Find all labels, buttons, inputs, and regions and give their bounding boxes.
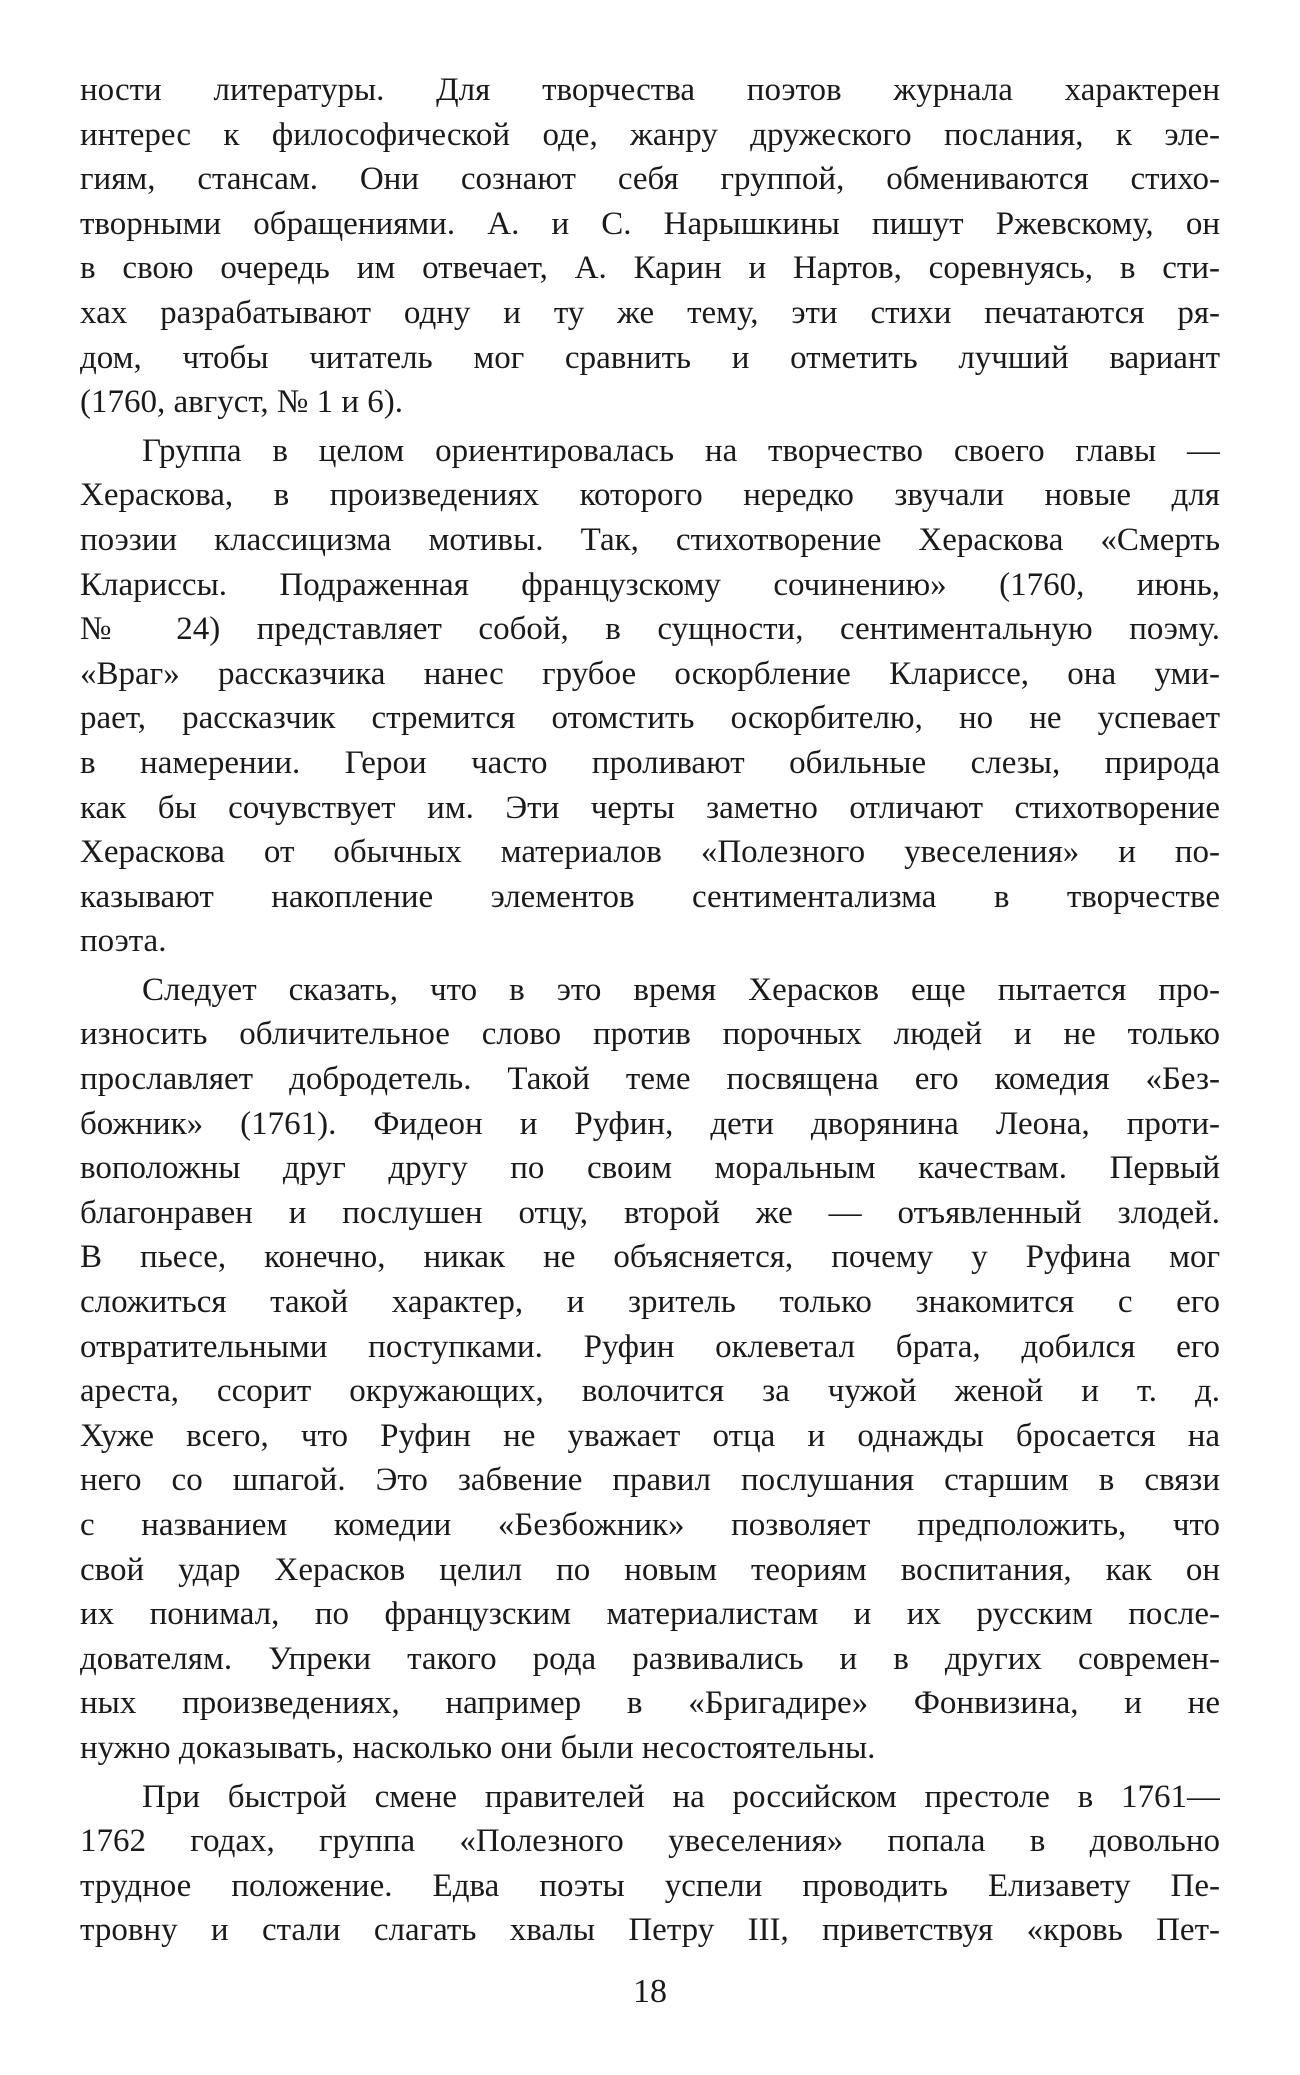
text-line: При быстрой смене правителей на российском престоле в 1761— — [142, 1778, 1220, 1815]
text-line: гиям, стансам. Они сознают себя группой, обмениваются стихо- — [80, 161, 1220, 198]
text-line: свой удар Херасков целил по новым теориям воспитания, как он — [80, 1551, 1220, 1588]
text-line: Группа в целом ориентировалась на творчество своего главы — — [142, 432, 1220, 469]
text-line: Хераскова, в произведениях которого нередко звучали новые для — [80, 477, 1220, 514]
text-line: Хераскова от обычных материалов «Полезного увеселения» и по- — [80, 834, 1220, 871]
text-line: ных произведениях, например в «Бригадире» Фонвизина, и не — [80, 1685, 1220, 1722]
text-line: поэта. — [80, 923, 167, 960]
text-line: нужно доказывать, насколько они были несостоятельны. — [80, 1729, 876, 1766]
text-line: благонравен и послушен отцу, второй же — отъявленный злодей. — [80, 1194, 1220, 1231]
text-line: интерес к философической оде, жанру дружеского послания, к эле- — [80, 116, 1220, 153]
text-line: воположны друг другу по своим моральным качествам. Первый — [80, 1150, 1220, 1187]
text-line: трудное положение. Едва поэты успели проводить Елизавету Пе- — [80, 1867, 1220, 1904]
text-line: Следует сказать, что в это время Херасков еще пытается про- — [142, 971, 1220, 1008]
text-line: их понимал, по французским материалистам и их русским после- — [80, 1596, 1220, 1633]
text-line: ареста, ссорит окружающих, волочится за чужой женой и т. д. — [80, 1373, 1220, 1410]
text-line: казывают накопление элементов сентиментализма в творчестве — [80, 878, 1220, 915]
text-line: износить обличительное слово против порочных людей и не только — [80, 1016, 1220, 1053]
text-line: ности литературы. Для творчества поэтов журнала характерен — [80, 72, 1220, 108]
text-line: в намерении. Герои часто проливают обильные слезы, природа — [80, 744, 1220, 781]
text-line: В пьесе, конечно, никак не объясняется, почему у Руфина мог — [80, 1239, 1220, 1276]
text-line: прославляет добродетель. Такой теме посвящена его комедия «Без- — [80, 1061, 1220, 1098]
text-line: тровну и стали слагать хвалы Петру III, приветствуя «кровь Пет- — [80, 1912, 1220, 1949]
text-line: как бы сочувствует им. Эти черты заметно отличают стихотворение — [80, 789, 1220, 826]
page-number: 18 — [633, 1973, 667, 2010]
text-line: хах разрабатывают одну и ту же тему, эти стихи печатаются ря- — [80, 294, 1220, 331]
text-line: «Враг» рассказчика нанес грубое оскорбление Клариссе, она уми- — [80, 655, 1220, 692]
text-line: творными обращениями. А. и С. Нарышкины пишут Ржевскому, он — [80, 205, 1220, 242]
text-line: в свою очередь им отвечает, А. Карин и Нартов, соревнуясь, в сти- — [80, 250, 1220, 287]
text-line: дом, чтобы читатель мог сравнить и отметить лучший вариант — [80, 339, 1220, 376]
text-line: с названием комедии «Безбожник» позволяет предположить, что — [80, 1507, 1220, 1543]
text-line: божник» (1761). Фидеон и Руфин, дети дворянина Леона, проти- — [80, 1105, 1220, 1142]
text-line: отвратительными поступками. Руфин оклеветал брата, добился его — [80, 1328, 1220, 1365]
text-line: Клариссы. Подраженная французскому сочинению» (1760, июнь, — [80, 566, 1220, 603]
text-line: № 24) представляет собой, в сущности, сентиментальную поэму. — [80, 611, 1220, 648]
text-line: сложиться такой характер, и зритель только знакомится с его — [80, 1284, 1220, 1321]
text-line: 1762 годах, группа «Полезного увеселения» попала в довольно — [80, 1823, 1220, 1860]
text-line: него со шпагой. Это забвение правил послушания старшим в связи — [80, 1462, 1220, 1499]
text-line: (1760, август, № 1 и 6). — [80, 384, 403, 421]
text-line: дователям. Упреки такого рода развивались и в других современ- — [80, 1640, 1220, 1677]
body-text — [80, 68, 1220, 1953]
text-line: поэзии классицизма мотивы. Так, стихотворение Хераскова «Смерть — [80, 521, 1220, 558]
text-line: рает, рассказчик стремится отомстить оскорбителю, но не успевает — [80, 700, 1220, 737]
text-line: Хуже всего, что Руфин не уважает отца и однажды бросается на — [80, 1417, 1220, 1454]
